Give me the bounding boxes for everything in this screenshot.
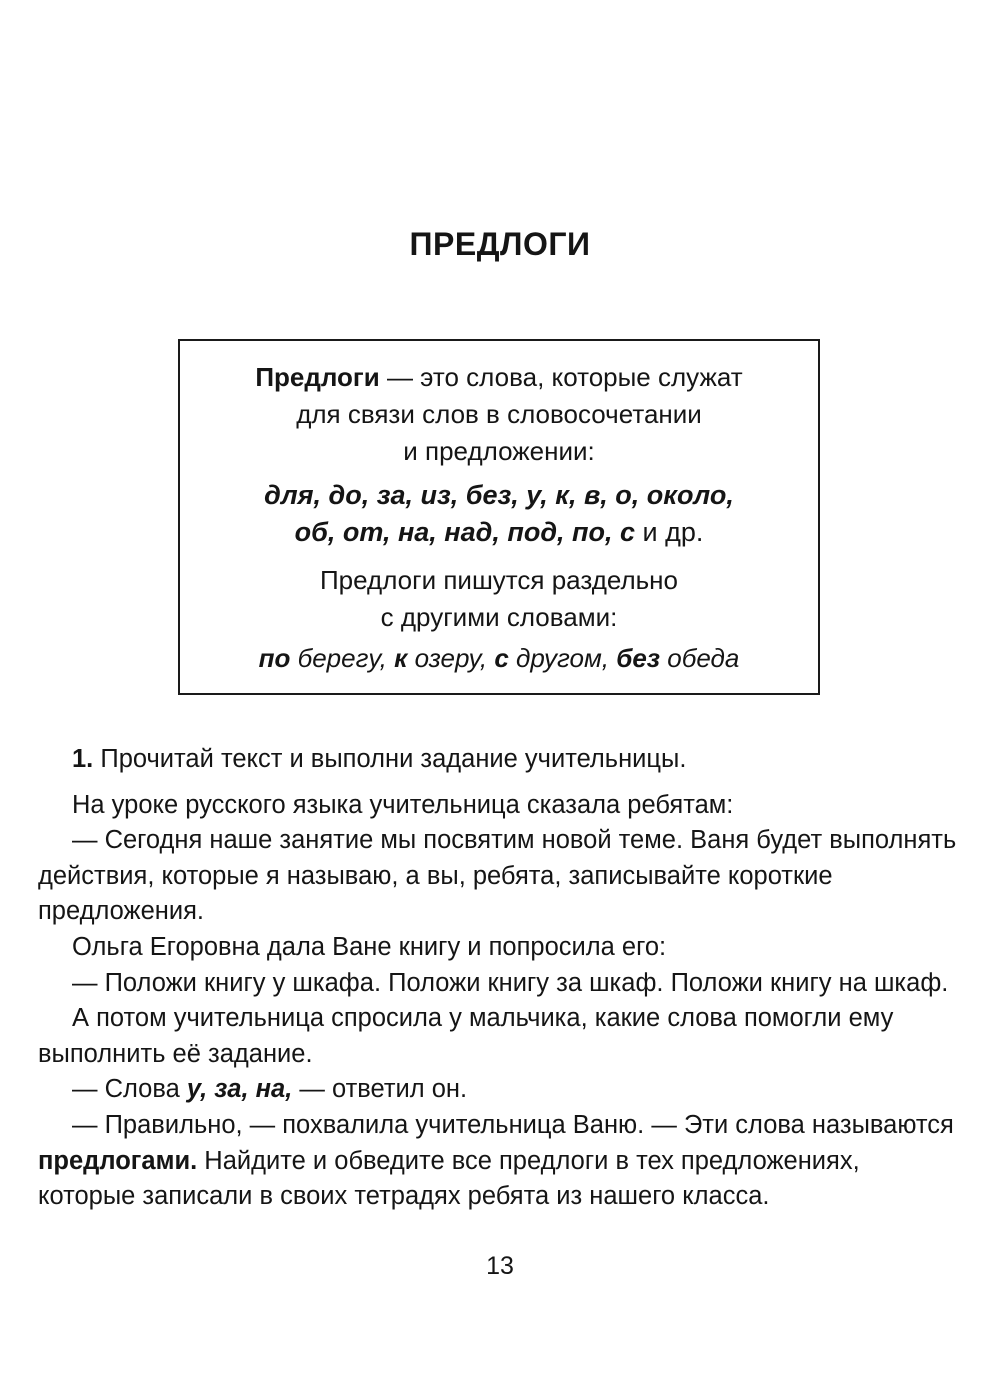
definition-line-2: для связи слов в словосочетании bbox=[296, 399, 702, 429]
examples-tail: и др. bbox=[635, 517, 704, 547]
phrase-examples bbox=[180, 640, 818, 677]
story-paragraph-5: А потом учительница спросила у мальчика, какие слова помогли ему выполнить её задание. bbox=[38, 1004, 894, 1068]
spelling-rule bbox=[180, 562, 818, 636]
rule-definition bbox=[180, 359, 818, 470]
p6-start: — Слова bbox=[72, 1075, 187, 1104]
p6-prepositions: у, за, на, bbox=[186, 1075, 293, 1104]
story-paragraph-1: На уроке русского языка учительница сказала ребятам: bbox=[72, 790, 734, 819]
phrase-preposition: без bbox=[616, 643, 661, 673]
spelling-rule-line-2: с другими словами: bbox=[380, 602, 618, 632]
p7-term: предлогами. bbox=[38, 1146, 198, 1175]
page-title: ПРЕДЛОГИ bbox=[409, 226, 591, 262]
exercise-instruction: Прочитай текст и выполни задание учительницы. bbox=[100, 745, 687, 773]
page-number: 13 bbox=[486, 1252, 514, 1280]
phrase-word: берегу, bbox=[290, 643, 387, 673]
story-paragraph-3: Ольга Егоровна дала Ване книгу и попросила его: bbox=[72, 932, 667, 961]
exercise-task bbox=[38, 742, 964, 778]
rule-term: Предлоги bbox=[255, 362, 380, 392]
phrase-preposition: к bbox=[394, 643, 408, 673]
story-paragraph-7 bbox=[38, 1108, 964, 1215]
rule-box bbox=[178, 339, 820, 695]
p6-end: — ответил он. bbox=[292, 1075, 468, 1104]
phrase-word: обеда bbox=[660, 643, 740, 673]
examples-line-2 bbox=[180, 514, 818, 551]
definition-line-1 bbox=[180, 359, 818, 396]
phrase-preposition: по bbox=[258, 643, 291, 673]
story-paragraph-6 bbox=[38, 1072, 964, 1108]
story-paragraph-2: — Сегодня наше занятие мы посвятим новой теме. Ваня будет выполнять действия, которые я называю, а вы, ребята, записывайте короткие предложения. bbox=[38, 826, 957, 926]
phrase-word: другом, bbox=[508, 643, 610, 673]
definition-line-3: и предложении: bbox=[403, 436, 595, 466]
preposition-examples bbox=[180, 477, 818, 551]
spelling-rule-line-1: Предлоги пишутся раздельно bbox=[319, 565, 679, 595]
exercise-number: 1. bbox=[72, 745, 94, 773]
phrase-preposition: с bbox=[494, 643, 509, 673]
phrase-word: озеру, bbox=[407, 643, 488, 673]
definition-rest: — это слова, которые служат bbox=[379, 362, 743, 392]
examples-line-2-words: об, от, на, над, под, по, с bbox=[294, 517, 636, 547]
p7-start: — Правильно, — похвалила учительница Ваню. — Эти слова называются bbox=[72, 1110, 954, 1139]
examples-line-1: для, до, за, из, без, у, к, в, о, около, bbox=[264, 480, 734, 510]
p7-end: Найдите и обведите все предлоги в тех предложениях, которые записали в своих тетрадях ребята из нашего класса. bbox=[38, 1146, 860, 1211]
exercise-1 bbox=[38, 742, 964, 1215]
story-paragraph-4: — Положи книгу у шкафа. Положи книгу за шкаф. Положи книгу на шкаф. bbox=[72, 968, 949, 997]
